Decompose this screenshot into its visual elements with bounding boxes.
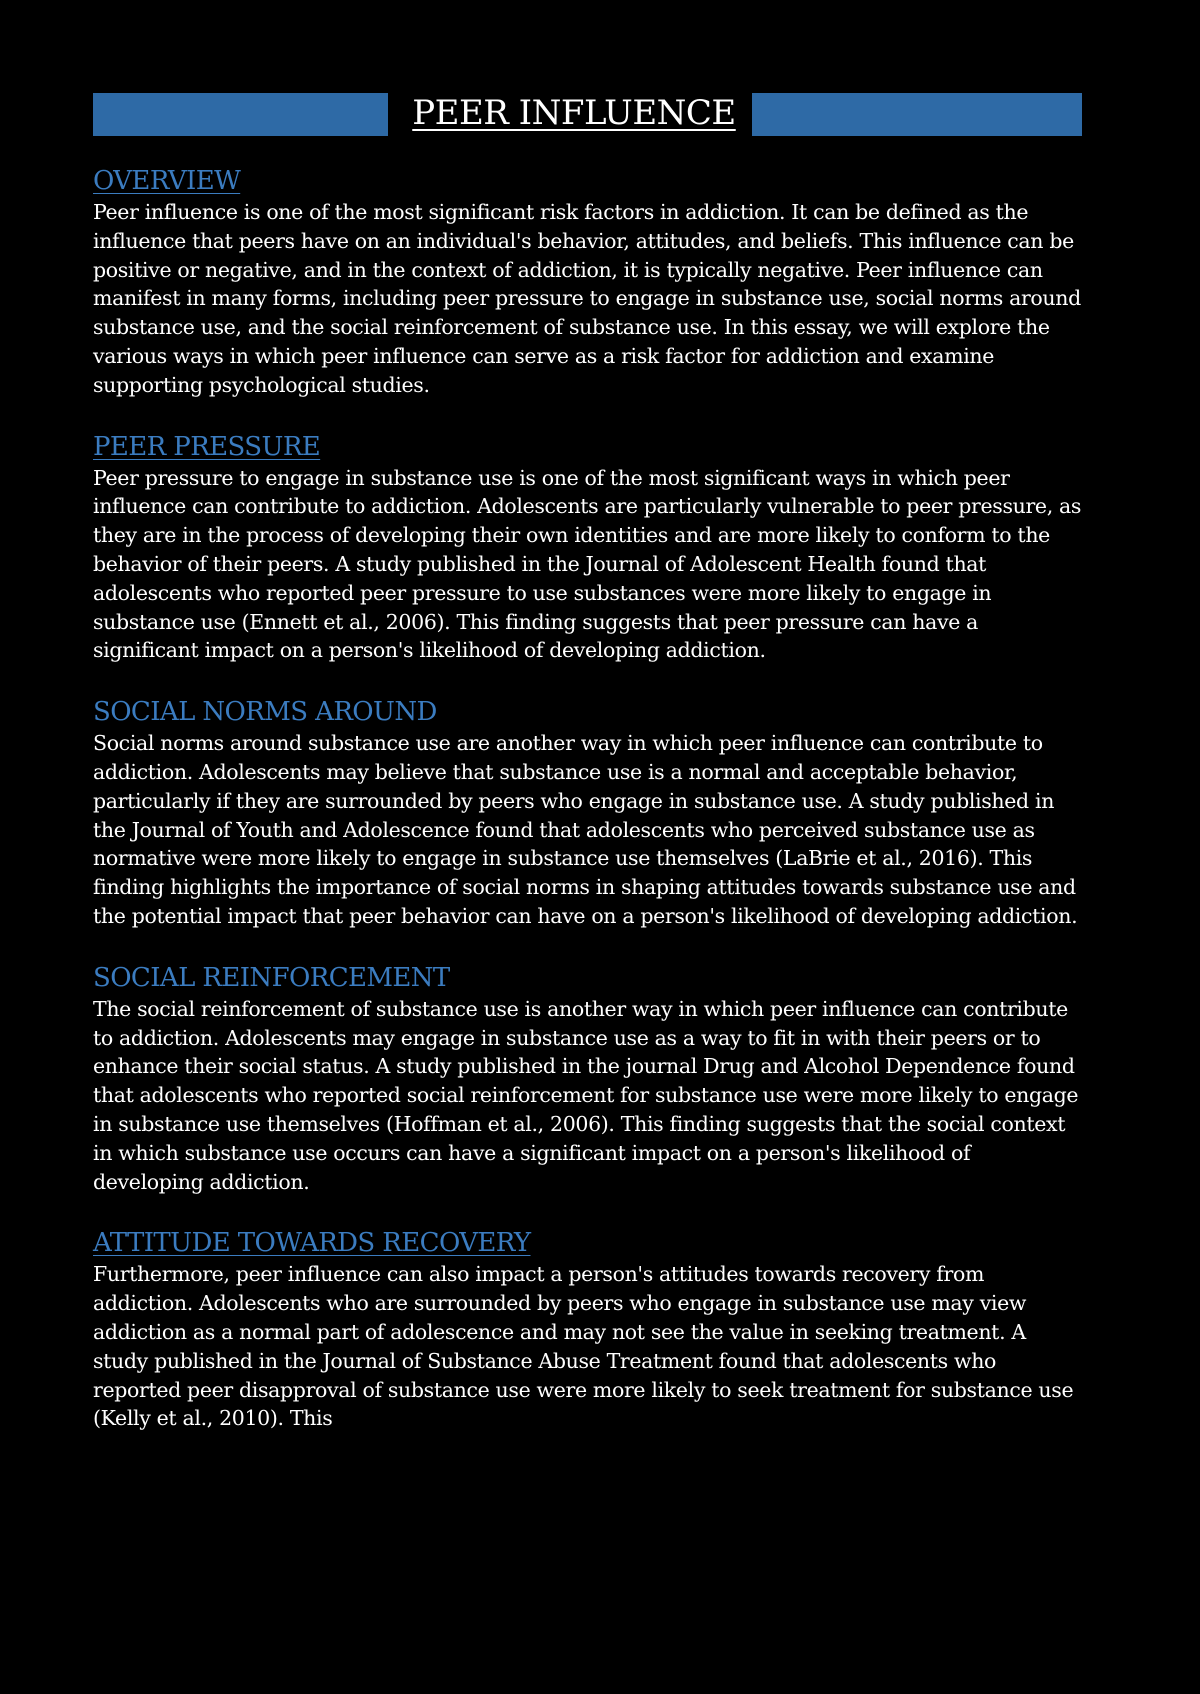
section-heading: PEER PRESSURE xyxy=(93,431,321,462)
title-band xyxy=(93,93,1082,136)
section-paragraph: Social norms around substance use are another way in which peer influence can contribute to addiction. Adolescents may believe that substance use is a normal and acceptable behavior, particularly if they are surrounded by peers who engage in substance use. A study published in the Journal of Youth and Adolescence found that adolescents who perceived substance use as normative were more likely to engage in substance use themselves (LaBrie et al., 2016). This finding highlights the importance of social norms in shaping attitudes towards substance use and the potential impact that peer behavior can have on a person's likelihood of developing addiction. xyxy=(93,731,1078,928)
section-paragraph: Furthermore, peer influence can also impact a person's attitudes towards recovery from addiction. Adolescents who are surrounded by peers who engage in substance use may view addiction as a normal part of adolescence and may not see the value in seeking treatment. A study published in the Journal of Substance Abuse Treatment found that adolescents who reported peer disapproval of substance use were more likely to seek treatment for substance use (Kelly et al., 2010). This xyxy=(93,1262,1074,1431)
section-social-reinforcement xyxy=(93,961,1083,1197)
article-body xyxy=(93,164,1083,1433)
section-paragraph: The social reinforcement of substance use is another way in which peer influence can contribute to addiction. Adolescents may engage in substance use as a way to fit in with their peers or to enhance their social status. A study published in the journal Drug and Alcohol Dependence found that adolescents who reported social reinforcement for substance use were more likely to engage in substance use themselves (Hoffman et al., 2006). This finding suggests that the social context in which substance use occurs can have a significant impact on a person's likelihood of developing addiction. xyxy=(93,996,1079,1194)
page-title: PEER INFLUENCE xyxy=(412,93,736,133)
section-paragraph: Peer pressure to engage in substance use is one of the most significant ways in which peer influence can contribute to addiction. Adolescents are particularly vulnerable to peer pressure, as they are in the process of developing their own identities and are more likely to conform to the behavior of their peers. A study published in the Journal of Adolescent Health found that adolescents who reported peer pressure to use substances were more likely to engage in substance use (Ennett et al., 2006). This finding suggests that peer pressure can have a significant impact on a person's likelihood of developing addiction. xyxy=(93,465,1082,663)
section-overview xyxy=(93,164,1083,400)
section-heading: SOCIAL REINFORCEMENT xyxy=(93,962,450,993)
section-social-norms xyxy=(93,695,1083,931)
title-accent-bar-right xyxy=(752,93,1082,136)
section-heading: SOCIAL NORMS AROUND xyxy=(93,697,437,728)
title-accent-bar-left xyxy=(93,93,388,136)
section-peer-pressure xyxy=(93,430,1083,666)
section-paragraph: Peer influence is one of the most significant risk factors in addiction. It can be defined as the influence that peers have on an individual's behavior, attitudes, and beliefs. This influence can be positive or negative, and in the context of addiction, it is typically negative. Peer influence can manifest in many forms, including peer pressure to engage in substance use, social norms around substance use, and the social reinforcement of substance use. In this essay, we will explore the various ways in which peer influence can serve as a risk factor for addiction and examine supporting psychological studies. xyxy=(93,200,1081,397)
section-heading: ATTITUDE TOWARDS RECOVERY xyxy=(93,1228,531,1259)
section-heading: OVERVIEW xyxy=(93,166,241,196)
section-attitude-towards-recovery xyxy=(93,1226,1083,1433)
